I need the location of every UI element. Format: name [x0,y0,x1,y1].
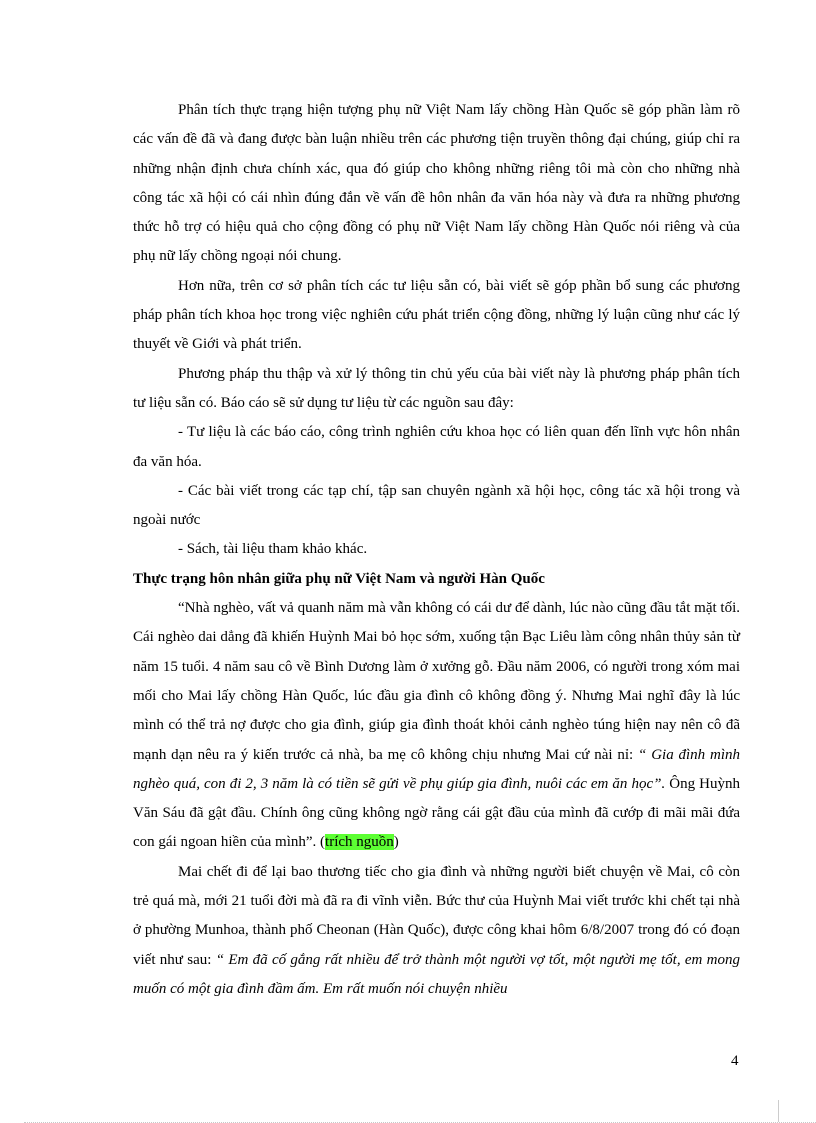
letter-text-start: Mai chết đi để lại bao thương tiếc cho gia đình và những người biết chuyện về Mai, cô còn trẻ quá mà, mới 21 tuổi đời mà đã ra đi vĩnh viễn. Bức thư của Huỳnh Mai viết trước khi chết tại nhà ở phường Munhoa, thành phố Cheonan (Hàn Quốc), được công khai hôm 6/8/2007 trong đó có đoạn viết như sau: [133,863,740,968]
paragraph-huynh-mai-letter [133,858,740,1004]
section-heading: Thực trạng hôn nhân giữa phụ nữ Việt Nam và người Hàn Quốc [133,570,545,587]
paragraph-scientific-contribution: Hơn nữa, trên cơ sở phân tích các tư liệu sẵn có, bài viết sẽ góp phần bổ sung các phương pháp phân tích khoa học trong việc nghiên cứu phát triển cộng đồng, những lý luận cũng như các lý thuyết về Giới và phát triển. [133,277,740,353]
page-number: 4 [731,1053,739,1069]
paragraph-analysis-purpose: Phân tích thực trạng hiện tượng phụ nữ Việt Nam lấy chồng Hàn Quốc sẽ góp phần làm rõ các vấn đề đã và đang được bàn luận nhiều trên các phương tiện truyền thông đại chúng, giúp chỉ ra những nhận định chưa chính xác, qua đó giúp cho không những riêng tôi mà còn cho những nhà công tác xã hội có cái nhìn đúng đắn về vấn đề hôn nhân đa văn hóa này và đưa ra những phương thức hỗ trợ có hiệu quả cho cộng đồng có phụ nữ Việt Nam lấy chồng Hàn Quốc nói riêng và của phụ nữ lấy chồng ngoại nói chung. [133,102,740,265]
story-quote: “ Gia đình mình nghèo quá, con đi 2, 3 năm là có tiền sẽ gửi về phụ giúp gia đình, nuôi các em ăn học”. [133,746,741,792]
story-text-end: Ông Huỳnh Văn Sáu đã gật đầu. Chính ông cũng không ngờ rằng cái gật đầu của mình đã cướp đi mãi mãi đứa con gái ngoan hiền của mình”. ( [133,775,740,851]
paragraph-huynh-mai-story [133,594,740,858]
document-body [133,96,740,1004]
paragraph-research-method: Phương pháp thu thập và xử lý thông tin chủ yếu của bài viết này là phương pháp phân tích tư liệu sẵn có. Báo cáo sẽ sử dụng tư liệu từ các nguồn sau đây: [133,365,740,411]
list-item-other-references: - Sách, tài liệu tham khảo khác. [178,541,368,558]
page-corner-mark [778,1100,779,1122]
citation-close-paren: ) [393,834,399,851]
list-item-research-reports: - Tư liệu là các báo cáo, công trình nghiên cứu khoa học có liên quan đến lĩnh vực hôn nhân đa văn hóa. [133,424,740,470]
citation-note-highlight: trích nguồn [325,834,394,851]
list-item-journal-articles: - Các bài viết trong các tạp chí, tập san chuyên ngành xã hội học, công tác xã hội trong và ngoài nước [133,482,740,529]
story-text-start: “Nhà nghèo, vất vả quanh năm mà vẫn không có cái dư để dành, lúc nào cũng đầu tắt mặt tối. Cái nghèo dai dẳng đã khiến Huỳnh Mai bỏ học sớm, xuống tận Bạc Liêu làm công nhân thủy sản từ năm 15 tuổi. 4 năm sau cô về Bình Dương làm ở xưởng gỗ. Đầu năm 2006, có người trong xóm mai mối cho Mai lấy chồng Hàn Quốc, lúc đầu gia đình cô không đồng ý. Nhưng Mai nghĩ đây là lúc mình có thể trả nợ được cho gia đình, giúp gia đình thoát khỏi cảnh nghèo túng hiện nay nên cô đã mạnh dạn nêu ra ý kiến trước cả nhà, ba mẹ cô không chịu nhưng Mai cứ nài nỉ: [133,600,740,763]
letter-quote: “ Em đã cố gắng rất nhiều để trở thành một người vợ tốt, một người mẹ tốt, em mong muốn có một gia đình đầm ấm. Em rất muốn nói chuyện nhiều [133,951,740,997]
